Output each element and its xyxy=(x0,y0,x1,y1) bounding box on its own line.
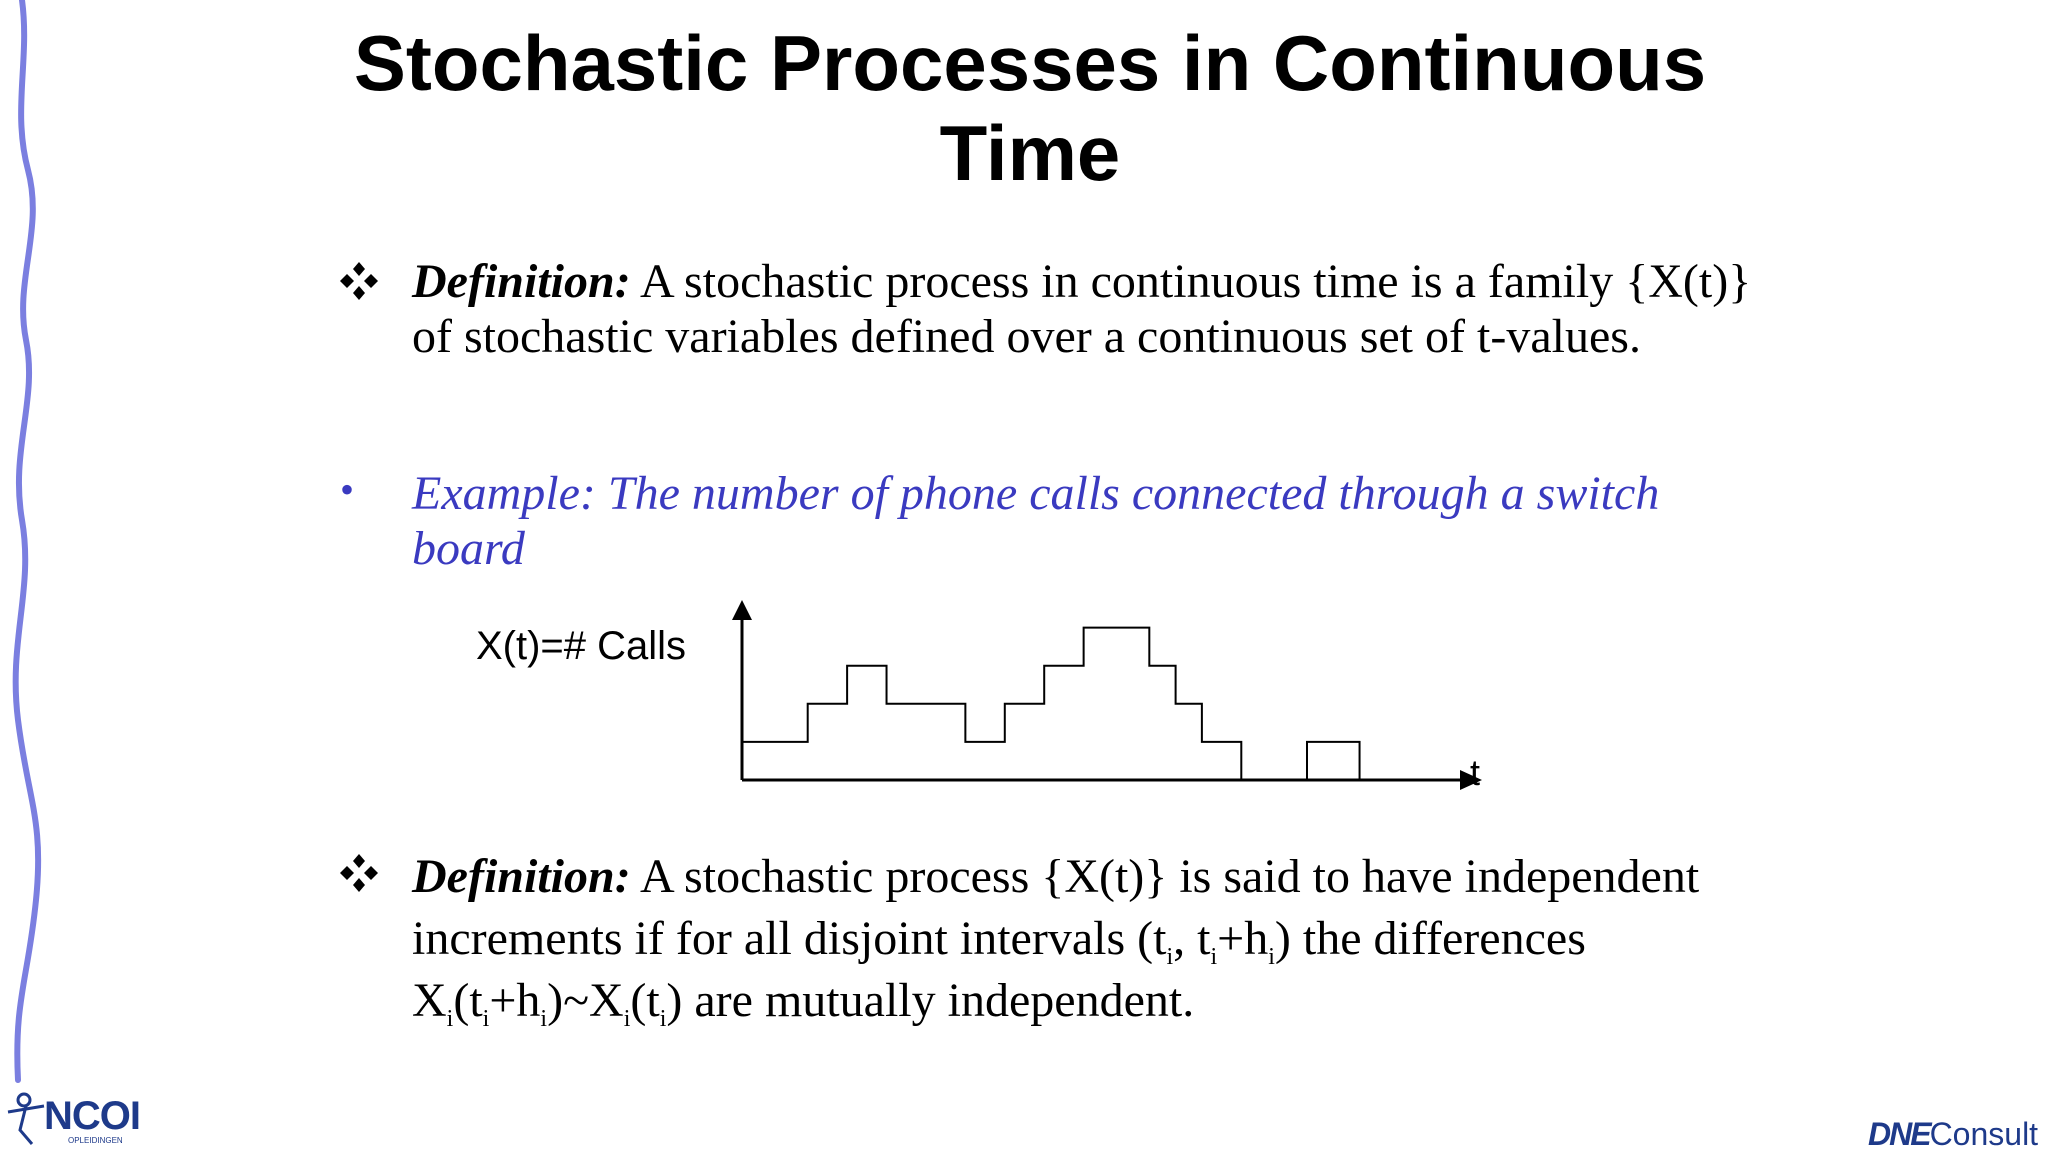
dne-logo-text: Consult xyxy=(1929,1116,2039,1152)
definition-2-body: +h xyxy=(489,974,541,1027)
four-diamond-bullet-icon xyxy=(340,854,378,892)
dne-consult-logo xyxy=(1868,1116,2038,1153)
definition-2-text xyxy=(412,846,1752,1032)
ncoi-logo-text: NCOI xyxy=(44,1094,140,1138)
subscript-i: i xyxy=(1166,944,1174,970)
definition-2-body: (t xyxy=(453,974,483,1027)
definition-2-term: Definition: xyxy=(412,850,631,903)
subscript-i: i xyxy=(540,1006,548,1032)
definition-2-body: )~X xyxy=(547,974,624,1027)
subscript-i: i xyxy=(623,1006,631,1032)
subscript-i: i xyxy=(1210,944,1218,970)
ncoi-figure-icon xyxy=(4,1084,48,1148)
definition-2-body: ) are mutually independent. xyxy=(666,974,1195,1027)
example-text: Example: The number of phone calls connected through a switch board xyxy=(412,467,1660,575)
call-count-step-line xyxy=(742,628,1386,780)
four-diamond-bullet-icon xyxy=(340,262,378,300)
definition-1-body: A stochastic process in continuous time is a family {X(t)} of stochastic variables defined over a continuous set of t-values. xyxy=(412,255,1752,363)
subscript-i: i xyxy=(1268,944,1275,970)
step-chart xyxy=(460,600,1520,810)
definition-2-body: ) the differences X xyxy=(412,912,1586,1027)
y-axis-arrow-icon xyxy=(732,600,752,620)
ncoi-logo xyxy=(4,1080,140,1150)
definition-2-body: +h xyxy=(1217,912,1269,965)
subscript-i: i xyxy=(482,1006,490,1032)
definition-2-body: , t xyxy=(1173,912,1211,965)
chart-y-axis-label: X(t)=# Calls xyxy=(476,624,687,668)
subscript-i: i xyxy=(446,1006,454,1032)
decorative-wavy-line xyxy=(0,0,60,1100)
definition-1-text xyxy=(412,254,1752,364)
definition-2-body: A stochastic process {X(t)} is said to have independent increments if for all disjoint intervals (t xyxy=(412,850,1700,965)
slide-title: Stochastic Processes in Continuous Time xyxy=(353,19,1707,197)
definition-1-term: Definition: xyxy=(412,255,631,308)
subscript-i: i xyxy=(659,1006,667,1032)
dne-logo-brand: DNE xyxy=(1868,1116,1930,1152)
round-bullet-icon: • xyxy=(340,467,355,512)
chart-x-axis-label: t xyxy=(1470,752,1481,793)
ncoi-logo-subtext: OPLEIDINGEN xyxy=(68,1136,123,1145)
definition-2-body: (t xyxy=(630,974,660,1027)
